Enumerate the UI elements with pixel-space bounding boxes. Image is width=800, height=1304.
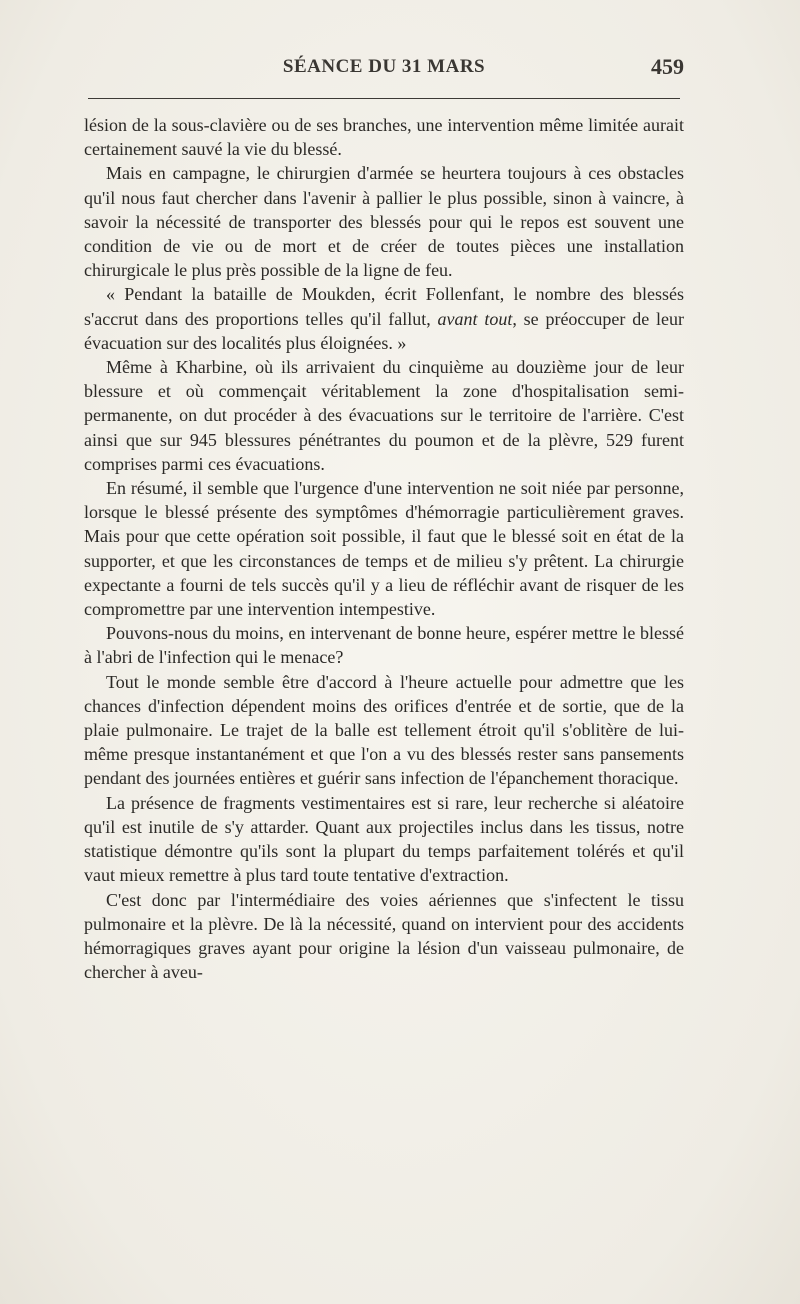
quote-before: « Pendant la bataille de Moukden, écrit Follenfant, le nombre des blessés s'accrut dans des proportions telles qu'il fallut,: [84, 284, 684, 329]
paragraph-1: lésion de la sous-clavière ou de ses branches, une intervention même limitée aurait certainement sauvé la vie du blessé.: [84, 115, 684, 160]
paragraph-8: La présence de fragments vestimentaires est si rare, leur recherche si aléatoire qu'il est inutile de s'y attarder. Quant aux projectiles inclus dans les tissus, notre statistique démontre qu'ils sont la plupart du temps parfaitement tolérés et qu'il vaut mieux remettre à plus tard toute tentative d'extraction.: [84, 792, 684, 886]
body-text: [84, 113, 684, 984]
header-rule: [88, 98, 680, 99]
paragraph-3-quote: [84, 282, 684, 355]
paragraph-9: C'est donc par l'intermédiaire des voies aériennes que s'infectent le tissu pulmonaire et la plèvre. De là la nécessité, quand on intervient pour des accidents hémorragiques graves ayant pour origine la lésion d'un vaisseau pulmonaire, de chercher à aveu-: [84, 889, 684, 983]
page-number: 459: [651, 54, 684, 79]
paragraph-7: Tout le monde semble être d'accord à l'heure actuelle pour admettre que les chances d'infection dépendent moins des orifices d'entrée et de sortie, que de la plaie pulmonaire. Le trajet de la balle est tellement étroit qu'il s'oblitère de lui-même presque instantanément et que l'on a vu des blessés rester sans pansements pendant des journées entières et guérir sans infection de l'épanchement thoracique.: [84, 671, 684, 789]
page-header: [84, 52, 684, 92]
running-title: SÉANCE DU 31 MARS: [282, 56, 486, 77]
paragraph-6: Pouvons-nous du moins, en intervenant de bonne heure, espérer mettre le blessé à l'abri de l'infection qui le menace?: [84, 623, 684, 668]
quote-italic: avant tout: [437, 308, 513, 329]
quote-after: , se préoccuper de leur évacuation sur des localités plus éloignées. »: [84, 308, 684, 353]
paragraph-2: Mais en campagne, le chirurgien d'armée se heurtera toujours à ces obstacles qu'il nous faut chercher dans l'avenir à pallier le plus possible, sinon à vaincre, à savoir la nécessité de transporter des blessés pour qui le repos est souvent une condition de vie ou de mort et de créer de toutes pièces une installation chirurgicale le plus près possible de la ligne de feu.: [84, 163, 684, 281]
paragraph-4: Même à Kharbine, où ils arrivaient du cinquième au douzième jour de leur blessure et où commençait véritablement la zone d'hospitalisation semi-permanente, on dut procéder à des évacuations sur le territoire de l'arrière. C'est ainsi que sur 945 blessures pénétrantes du poumon et de la plèvre, 529 furent comprises parmi ces évacuations.: [84, 357, 684, 474]
paragraph-5: En résumé, il semble que l'urgence d'une intervention ne soit niée par personne, lorsque le blessé présente des symptômes d'hémorragie particulièrement graves. Mais pour que cette opération soit possible, il faut que le blessé soit en état de la supporter, et que les circonstances de temps et de milieu s'y prêtent. La chirurgie expectante a fourni de tels succès qu'il y a lieu de réfléchir avant de risquer de les compromettre par une intervention intempestive.: [84, 478, 684, 620]
